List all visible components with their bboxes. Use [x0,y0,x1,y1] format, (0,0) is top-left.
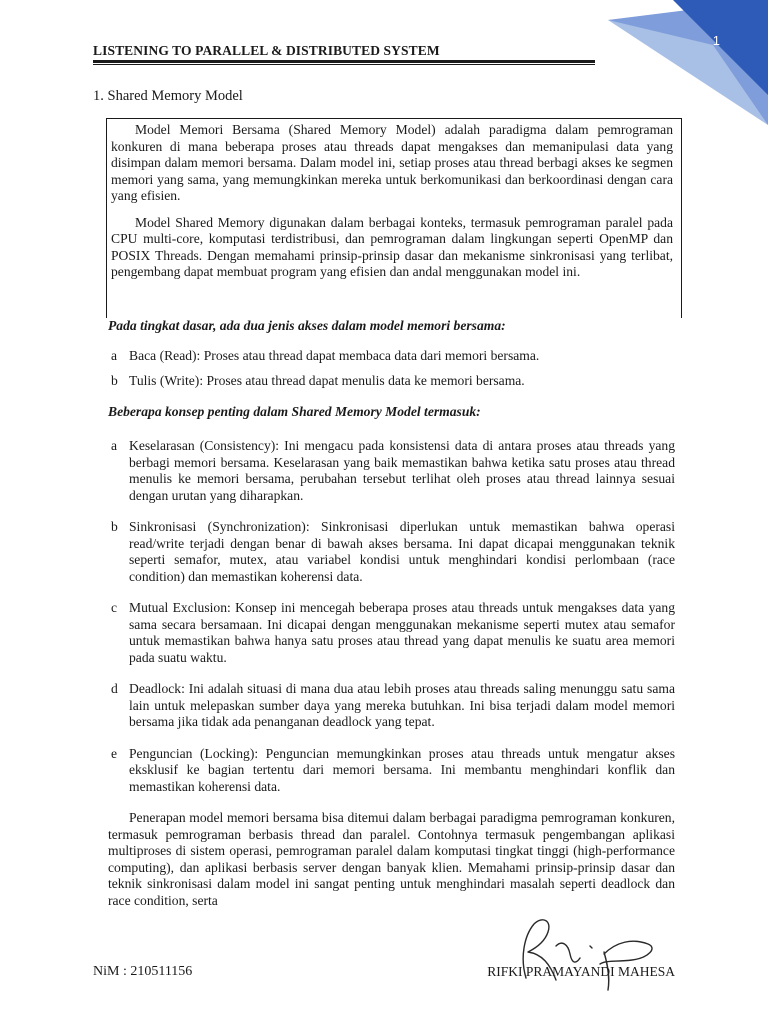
list-marker: a [111,348,118,363]
concepts-heading: Beberapa konsep penting dalam Shared Memory Model termasuk: [108,404,481,419]
list-item [108,746,675,796]
footer-nim: NiM : 210511156 [93,964,193,979]
list-item-text: Mutual Exclusion: Konsep ini mencegah beberapa proses atau threads untuk mengakses data yang sama secara bersamaan. Ini dicapai dengan menggunakan mekanisme seperti mutex atau semafor untuk memastikan bahwa hanya satu proses atau thread yang dapat menulis ke suatu area memori pada suatu waktu. [129,600,675,665]
list-item [108,519,675,585]
closing-paragraph: Penerapan model memori bersama bisa ditemui dalam berbagai paradigma pemrograman konkuren, termasuk pemrograman berbasis thread dan paralel. Contohnya termasuk pengembangan aplikasi multiproses di sistem operasi, pemrograman paralel dalam komputasi tingkat tinggi (high-performance computing), dan aplikasi berbasis server dengan banyak klien. Memahami prinsip-prinsip dasar dan teknik sinkronisasi dalam model ini sangat penting untuk menghindari masalah seperti deadlock dan race condition, serta [108,810,675,908]
list-marker: c [111,600,118,615]
list-item-text: Tulis (Write): Proses atau thread dapat menulis data ke memori bersama. [129,372,525,388]
intro-paragraph-2: Model Shared Memory digunakan dalam berbagai konteks, termasuk pemrograman paralel pada CPU multi-core, komputasi terdistribusi, dan pemrograman dalam lingkungan seperti OpenMP dan POSIX Threads. Dengan memahami prinsip-prinsip dasar dan mekanisme sinkronisasi yang terlibat, pengembang dapat membuat program yang efisien dan andal menggunakan model ini. [111,214,673,279]
list-marker: e [111,745,118,761]
list-marker: a [111,438,118,453]
corner-decoration [593,0,768,125]
main-content [108,317,675,909]
header-rule [93,60,595,65]
access-types-list [108,348,675,389]
list-marker: b [111,519,118,534]
intro-box [106,118,682,318]
footer-author: RIFKI PRAMAYANDI MAHESA [487,964,675,979]
intro-paragraph-1: Model Memori Bersama (Shared Memory Model) adalah paradigma dalam pemrograman konkuren di mana beberapa proses atau threads dapat mengakses dan memanipulasi data yang disimpan dalam memori bersama. Dalam model ini, setiap proses atau thread berbagi akses ke segmen memori yang sama, yang memungkinkan mereka untuk berkomunikasi dan berkoordinasi dengan cara yang efisien. [111,122,673,203]
list-item-text: Keselarasan (Consistency): Ini mengacu pada konsistensi data di antara proses atau threads yang berbagi memori bersama. Keselarasan yang baik memastikan bahwa ketika satu proses atau thread menulis ke memori bersama, perubahan tersebut terlihat oleh proses atau thread lainnya sesuai dengan urutan yang diharapkan. [129,438,675,503]
list-marker: d [111,681,118,696]
signature-image [498,906,668,996]
list-marker: b [111,372,118,388]
list-item [108,373,675,390]
list-item [108,348,675,365]
list-item-text: Deadlock: Ini adalah situasi di mana dua atau lebih proses atau threads saling menunggu satu sama lain untuk melepaskan sumber daya yang mereka butuhkan. Ini bisa terjadi dalam model memori bersama jika tidak ada penanganan deadlock yang tepat. [129,681,675,729]
concepts-list [108,438,675,795]
access-types-heading: Pada tingkat dasar, ada dua jenis akses dalam model memori bersama: [108,318,506,333]
list-item [108,681,675,731]
list-item [108,600,675,666]
page-number: 1 [712,33,720,48]
page-header-title: LISTENING TO PARALLEL & DISTRIBUTED SYSTEM [93,43,440,58]
list-item-text: Penguncian (Locking): Penguncian memungkinkan proses atau threads untuk mengatur akses eksklusif ke bagian tertentu dari memori bersama. Ini membantu menghindari konflik dan memastikan koherensi data. [129,745,675,794]
section-title: 1. Shared Memory Model [93,88,243,104]
list-item-text: Baca (Read): Proses atau thread dapat membaca data dari memori bersama. [129,348,540,363]
list-item [108,438,675,504]
list-item-text: Sinkronisasi (Synchronization): Sinkronisasi diperlukan untuk memastikan bahwa operasi read/write terjadi dengan benar di bawah akses bersama. Ini dapat dicapai menggunakan teknik seperti semafor, mutex, atau variabel kondisi untuk menghindari kondisi perlombaan (race condition) dan memastikan koherensi data. [129,519,675,584]
